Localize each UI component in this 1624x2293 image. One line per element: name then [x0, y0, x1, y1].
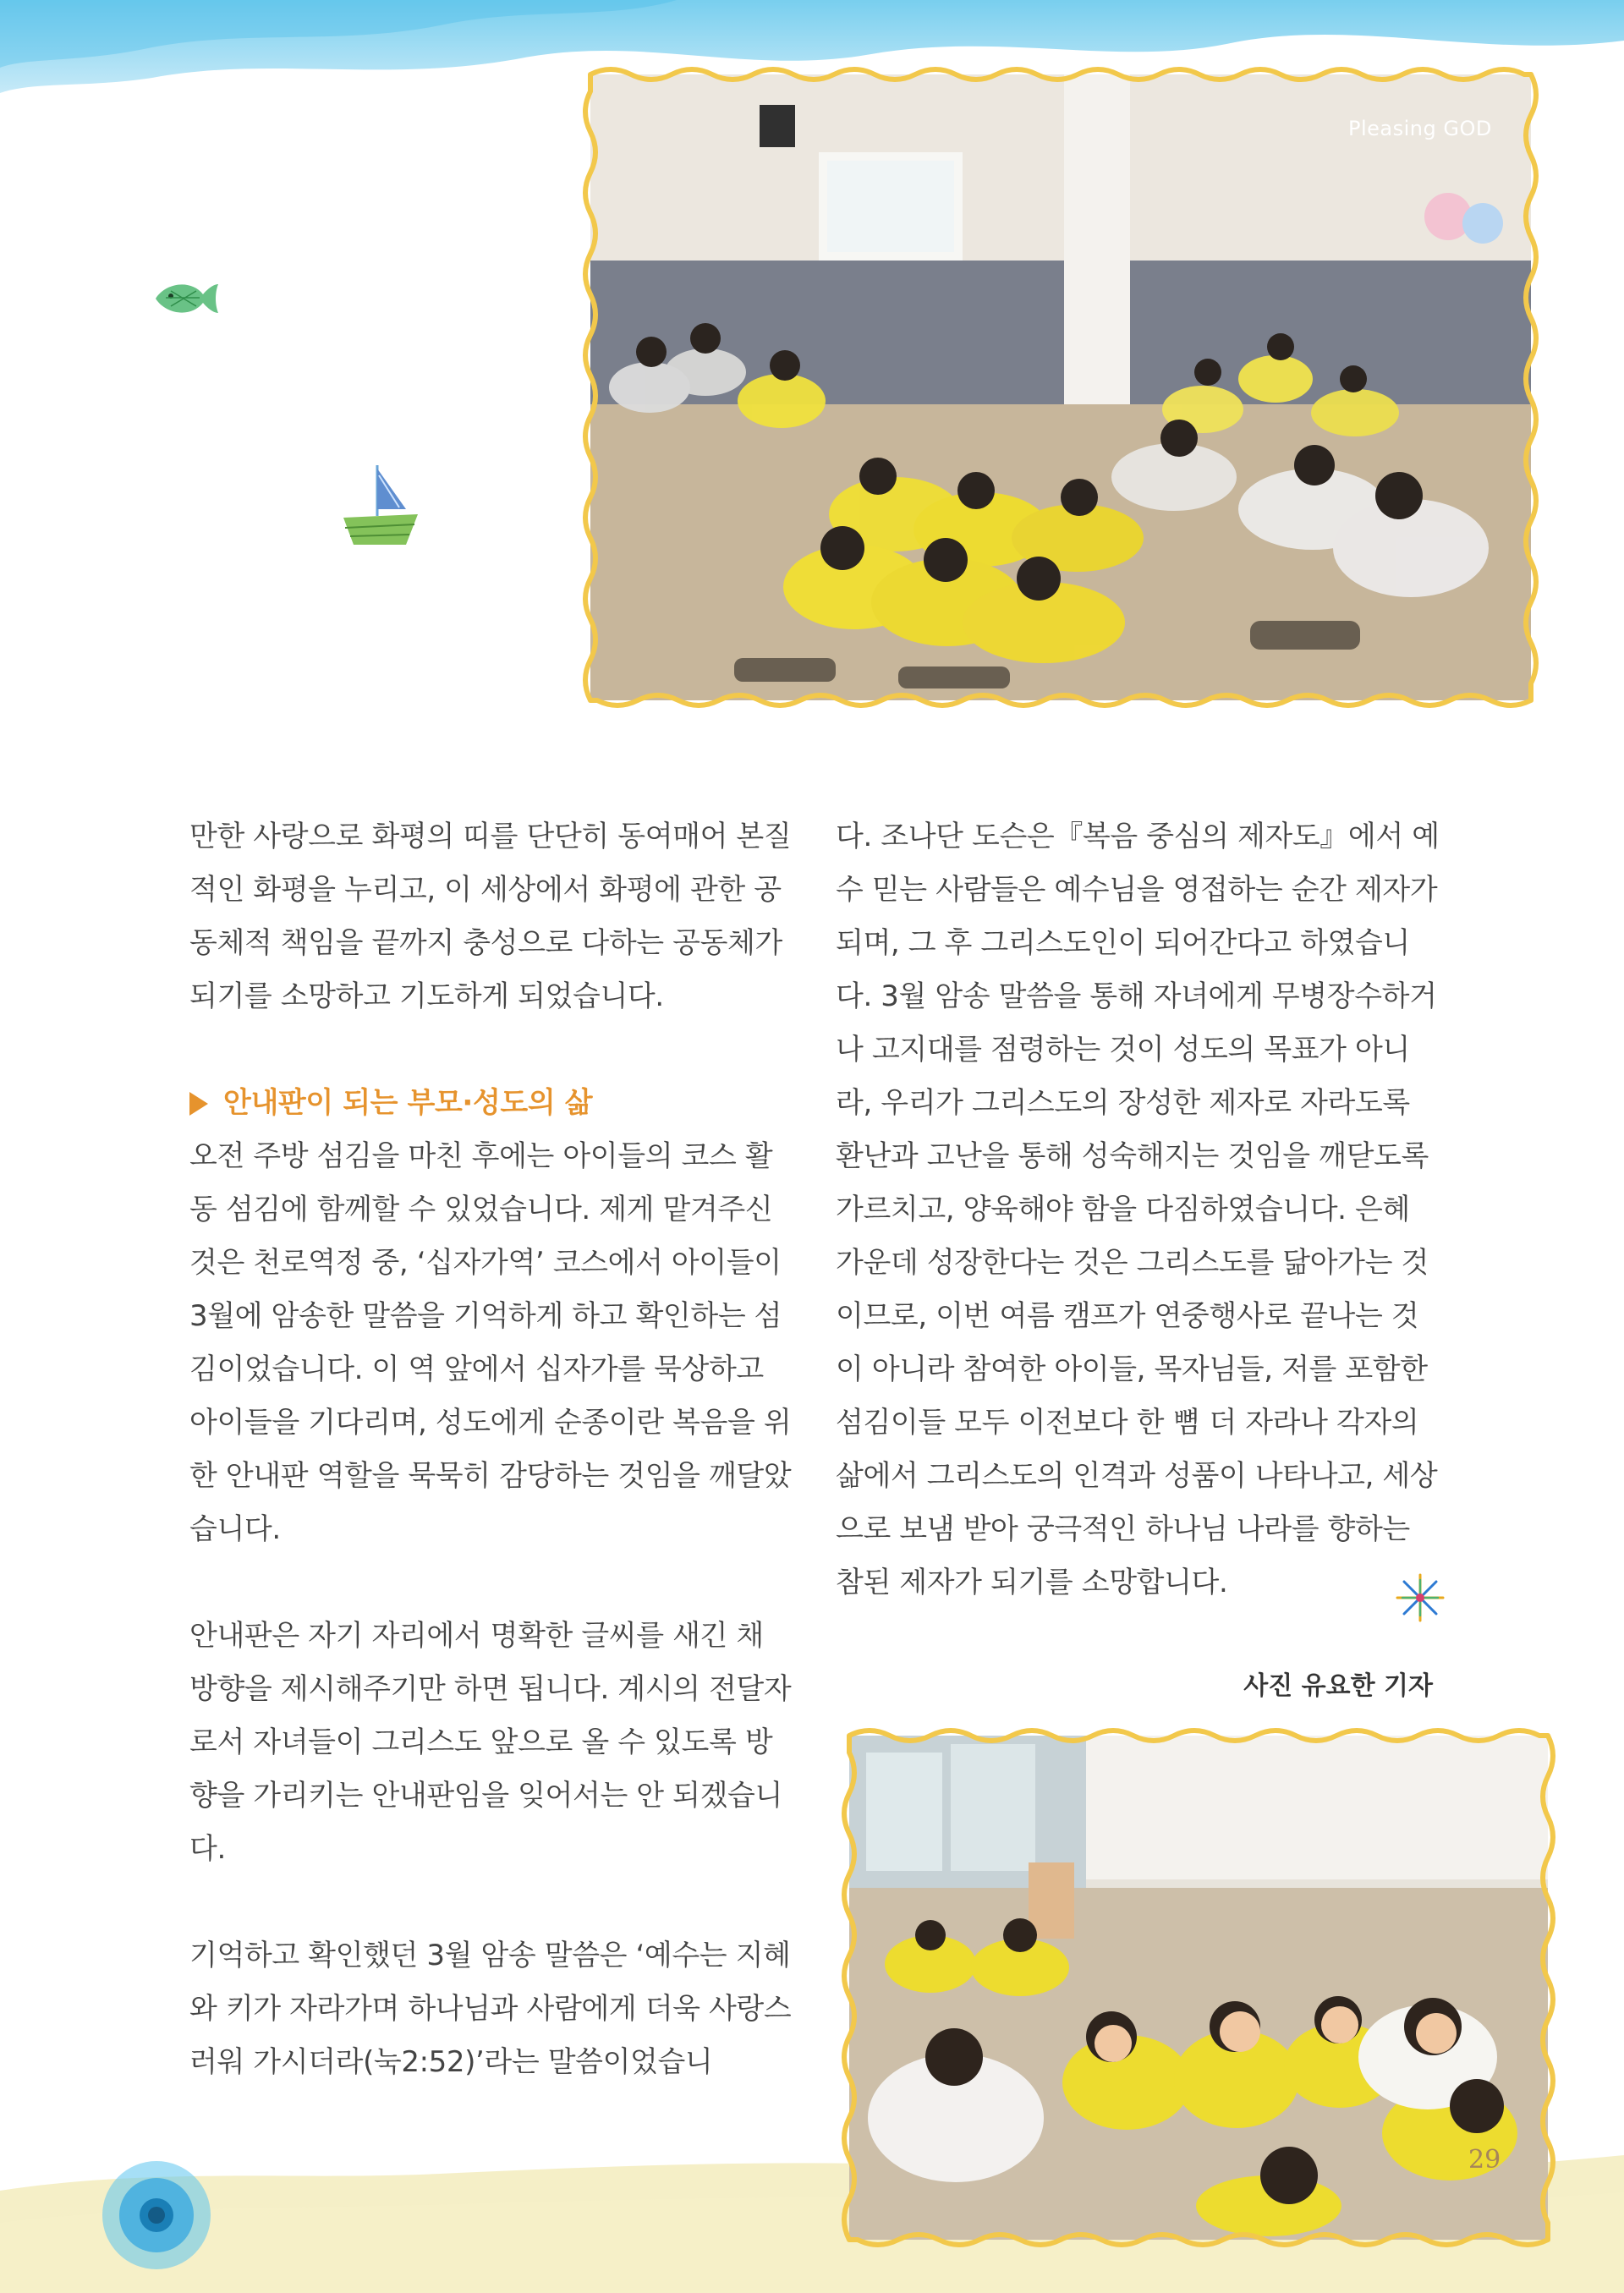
- photo-kids-clapping: [849, 1736, 1548, 2240]
- paragraph-gap: [189, 1876, 798, 1929]
- flower-icon: [96, 2155, 217, 2275]
- header-label: Pleasing GOD: [1348, 117, 1492, 140]
- paragraph-5: 다. 조나단 도슨은『복음 중심의 제자도』에서 예수 믿는 사람들은 예수님을 영접하는 순간 제자가 되며, 그 후 그리스도인이 되어간다고 하였습니다. 3월 암송 말씀을 통해 자녀에게 무병장수하거나 고지대를 점령하는 것이 성도의 목표가 아니라, 우리가 그리스도의 장성한 제자로 자라도록 환난과 고난을 통해 성숙해지는 것임을 깨닫도록 가르치고, 양육해야 함을 다짐하였습니다. 은혜 가운데 성장한다는 것은 그리스도를 닮아가는 것이므로, 이번 여름 캠프가 연중행사로 끝나는 것이 아니라 참여한 아이들, 목자님들, 저를 포함한 섬김이들 모두 이전보다 한 뼘 더 자라나 각자의 삶에서 그리스도의 인격과 성품이 나타나고, 세상으로 보냄 받아 궁극적인 하나님 나라를 향하는 참된 제자가 되기를 소망합니다.: [836, 820, 1440, 1599]
- section-heading-text: 안내판이 되는 부모·성도의 삶: [223, 1086, 593, 1120]
- photo-kids-activity: [590, 74, 1531, 700]
- page-number: 29: [1468, 2145, 1501, 2175]
- paragraph-1: 만한 사랑으로 화평의 띠를 단단히 동여매어 본질적인 화평을 누리고, 이 세상에서 화평에 관한 공동체적 책임을 끝까지 충성으로 다하는 공동체가 되기를 소망하고 기도하게 되었습니다.: [189, 820, 792, 1013]
- fish-icon: [151, 277, 222, 320]
- photo-kids-activity-image: [590, 74, 1531, 700]
- paragraph-4: 기억하고 확인했던 3월 암송 말씀은 ‘예수는 지혜와 키가 자라가며 하나님과 사람에게 더욱 사랑스러워 가시더라(눅2:52)’라는 말씀이었습니: [189, 1939, 792, 2079]
- right-column: [836, 810, 1445, 1610]
- triangle-icon: [189, 1092, 208, 1116]
- photo-credit: 사진 유요한 기자: [1243, 1671, 1433, 1701]
- paragraph-3: 안내판은 자기 자리에서 명확한 글씨를 새긴 채 방향을 제시해주기만 하면 됩니다. 계시의 전달자로서 자녀들이 그리스도 앞으로 올 수 있도록 방향을 가리키는 안내판임을 잊어서는 안 되겠습니다.: [189, 1619, 792, 1866]
- photo-kids-clapping-image: [849, 1736, 1548, 2240]
- paragraph-gap: [189, 1023, 798, 1077]
- paragraph-2: 오전 주방 섬김을 마친 후에는 아이들의 코스 활동 섬김에 함께할 수 있었습니다. 제게 맡겨주신 것은 천로역정 중, ‘십자가역’ 코스에서 아이들이 3월에 암송한 말씀을 기억하게 하고 확인하는 섬김이었습니다. 이 역 앞에서 십자가를 묵상하고 아이들을 기다리며, 성도에게 순종이란 복음을 위한 안내판 역할을 묵묵히 감당하는 것임을 깨달았습니다.: [189, 1139, 792, 1546]
- paragraph-gap: [189, 1556, 798, 1610]
- left-column: [189, 810, 798, 2089]
- boat-icon: [328, 457, 430, 558]
- section-heading: [189, 1077, 798, 1130]
